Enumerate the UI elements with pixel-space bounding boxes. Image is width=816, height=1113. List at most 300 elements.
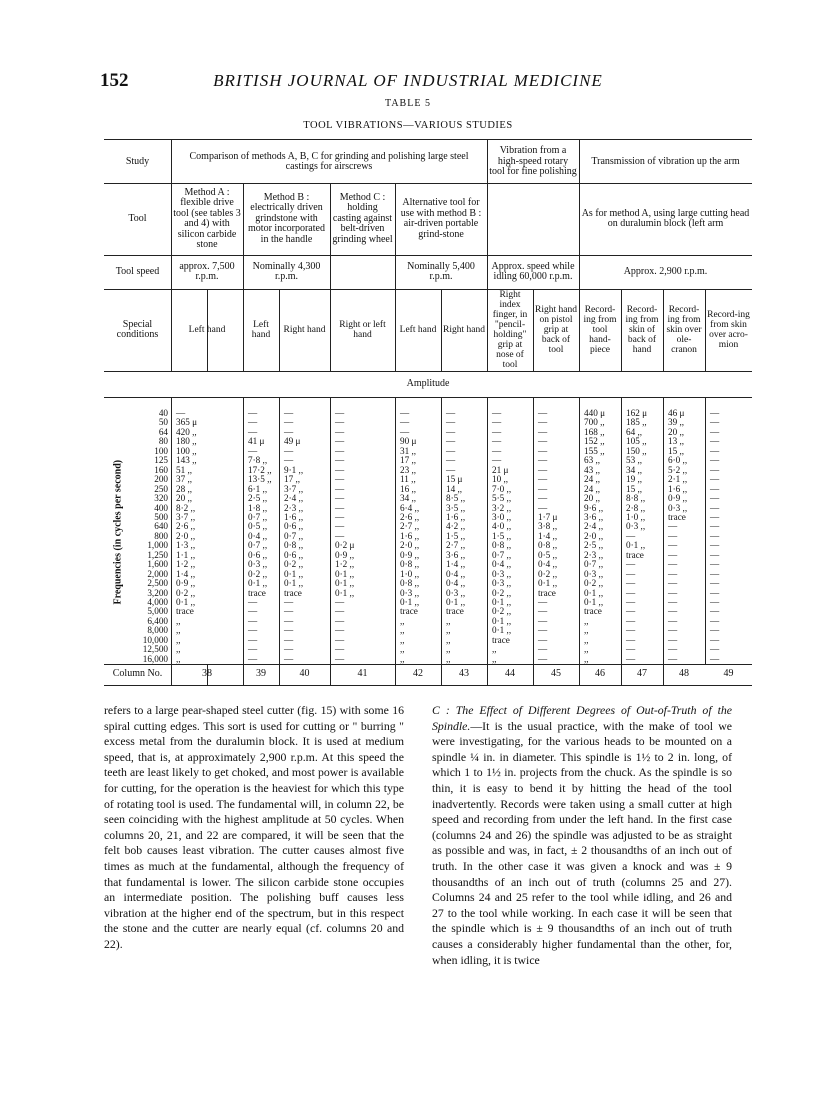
amplitude-value: 2·1 ,,: [668, 474, 688, 485]
amplitude-value: 0·9 ,,: [335, 549, 355, 560]
amplitude-value: —: [626, 606, 636, 617]
amplitude-value: —: [668, 521, 678, 532]
amplitude-value: 0·6 ,,: [284, 549, 304, 560]
amplitude-value: 37 ,,: [176, 474, 193, 485]
amplitude-value: trace: [446, 606, 464, 617]
amplitude-value: —: [284, 653, 294, 664]
amplitude-value: 2·3 ,,: [284, 502, 304, 513]
amplitude-value: 9·6 ,,: [584, 502, 604, 513]
amplitude-value: 5·2 ,,: [668, 464, 688, 475]
amplitude-value: —: [626, 653, 636, 664]
amplitude-value: —: [710, 615, 720, 626]
amplitude-value: —: [248, 644, 258, 655]
amplitude-value: 2·3 ,,: [584, 549, 604, 560]
amplitude-value: —: [492, 455, 502, 466]
amplitude-value: ,,: [584, 615, 589, 626]
amplitude-value: ,,: [492, 653, 497, 664]
amplitude-value: ,,: [400, 653, 405, 664]
amplitude-value: 28 ,,: [176, 483, 193, 494]
amplitude-value: 365 μ: [176, 417, 198, 428]
amplitude-value: 24 ,,: [584, 474, 601, 485]
left-paragraph: refers to a large pear-shaped steel cutter (fig. 15) with some 16 spiral cutting edges. This sort is used for cutting or " burring " excess metal from the duralumin block. It is used at medium speed, that is, at approximately 2,900 r.p.m. At this speed the teeth are least likely to get choked, and most power is available for cutting, for the operation is the heaviest for which this type of rotating tool is used. The fundamental will, in column 22, be seen coinciding with the highest amplitude at 50 cycles. When columns 20, 21, and 22 are compared, it will be seen that the felt bob causes least vibration. The cutter causes almost five times as much at the fundamental, although the frequency of that fundamental is lower. The silicon carbide stone occupies an intermediate position. The polishing buff causes less vibration at the higher end of the spectrum, but in this respect the stone and the cutter are nearly equal (cf. columns 20 and 22).: [104, 703, 404, 951]
amplitude-value: 0·4 ,,: [492, 559, 512, 570]
amplitude-value: —: [335, 502, 345, 513]
amplitude-value: —: [710, 474, 720, 485]
tool-name: Method C : holding casting against belt-driven grinding wheel: [332, 191, 393, 245]
tool-label: Tool: [128, 212, 147, 224]
amplitude-value: —: [710, 455, 720, 466]
amplitude-value: 1·0 ,,: [400, 568, 420, 579]
amplitude-value: 2·0 ,,: [584, 530, 604, 541]
study-group: Comparison of methods A, B, C for grinding and polishing large steel castings for airscrews: [189, 150, 469, 172]
amplitude-value: —: [710, 540, 720, 551]
amplitude-value: —: [710, 493, 720, 504]
amplitude-value: 7·0 ,,: [492, 483, 512, 494]
amplitude-value: —: [284, 597, 294, 607]
amplitude-value: —: [446, 455, 456, 466]
amplitude-value: 13·5 ,,: [248, 474, 272, 485]
amplitude-value: 7·8 ,,: [248, 455, 268, 466]
amplitude-value: trace: [176, 606, 194, 617]
amplitude-value: —: [446, 436, 456, 447]
amplitude-value: 3·6 ,,: [584, 511, 604, 522]
table-rule: [171, 397, 172, 664]
tool-name: Alternative tool for use with method B : air-driven portable grind-stone: [400, 197, 482, 240]
amplitude-value: —: [335, 615, 345, 626]
amplitude-value: 0·8 ,,: [400, 559, 420, 570]
amplitude-value: 1·5 ,,: [492, 530, 512, 541]
amplitude-value: 0·3 ,,: [584, 568, 604, 579]
amplitude-value: —: [538, 408, 548, 418]
amplitude-value: —: [248, 417, 258, 428]
amplitude-value: 1·4 ,,: [538, 530, 558, 541]
amplitude-value: 0·4 ,,: [248, 530, 268, 541]
amplitude-value: trace: [538, 587, 556, 598]
amplitude-value: —: [668, 587, 678, 598]
amplitude-value: 0·2 μ: [335, 540, 355, 551]
tool-name: As for method A, using large cutting head on duralumin block (left arm: [581, 207, 750, 229]
amplitude-value: 0·4 ,,: [446, 568, 466, 579]
amplitude-value: 1·6 ,,: [668, 483, 688, 494]
table-rule: [441, 397, 442, 664]
amplitude-value: —: [335, 521, 345, 532]
amplitude-value: —: [492, 408, 502, 418]
amplitude-value: —: [668, 625, 678, 636]
amplitude-value: ,,: [492, 644, 497, 655]
amplitude-value: 2·4 ,,: [584, 521, 604, 532]
amplitude-value: ,,: [584, 653, 589, 664]
amplitude-value: 105 ,,: [626, 436, 647, 447]
frequency-value: 16,000: [142, 653, 168, 664]
amplitude-value: —: [710, 408, 720, 418]
amplitude-value: 700 ,,: [584, 417, 605, 428]
amplitude-value: —: [668, 653, 678, 664]
amplitude-value: —: [710, 417, 720, 428]
frequency-value: 40: [158, 408, 168, 418]
amplitude-value: 1·6 ,,: [284, 511, 304, 522]
amplitude-value: ,,: [446, 644, 451, 655]
conditions-label: Special conditions: [116, 318, 159, 340]
amplitude-value: —: [400, 426, 410, 437]
amplitude-value: —: [538, 483, 548, 494]
frequency-value: 125: [154, 455, 168, 466]
amplitude-value: 1·1 ,,: [176, 549, 196, 560]
amplitude-value: —: [710, 644, 720, 655]
amplitude-value: ,,: [176, 653, 181, 664]
frequency-value: 800: [154, 530, 168, 541]
amplitude-value: —: [335, 634, 345, 645]
right-paragraph: [432, 703, 732, 968]
amplitude-value: ,,: [176, 615, 181, 626]
amplitude-value: 0·6 ,,: [248, 549, 268, 560]
amplitude-value: —: [400, 408, 410, 418]
amplitude-value: 15 ,,: [626, 483, 643, 494]
amplitude-value: —: [668, 549, 678, 560]
amplitude-value: —: [400, 417, 410, 428]
amplitude-value: —: [668, 606, 678, 617]
condition-cell: Left hand: [251, 320, 271, 340]
amplitude-value: —: [248, 625, 258, 636]
tool-speed: Approx. 2,900 r.p.m.: [623, 265, 708, 277]
amplitude-value: 420 ,,: [176, 426, 197, 437]
amplitude-value: ,,: [446, 653, 451, 664]
frequency-value: 5,000: [147, 606, 168, 617]
amplitude-value: —: [538, 606, 548, 617]
frequency-value: 400: [154, 502, 168, 513]
amplitude-value: —: [626, 587, 636, 598]
amplitude-value: ,,: [176, 634, 181, 645]
amplitude-value: —: [626, 530, 636, 541]
amplitude-value: —: [176, 408, 186, 418]
amplitude-value: —: [710, 483, 720, 494]
section-text: —It is the usual practice, with the make of tool we were investigating, for the various heads to be mounted on a spindle ¼ in. in diameter. This spindle is 1½ to 2 in. long, of which 1 to 1½ in. projects from the chuck. As the spindle is so thin, it is easy to bend it by hitting the head of the tool inadvertently. Records were taken using a small cutter at high speed and recording from under the left hand. In the first case (columns 24 and 26) the spindle was adjusted to be as straight as possible and was, in fact, ± 2 thousandths of an inch out of truth. In the other case it was given a knock and was ± 9 thousandths of an inch out of truth (columns 25 and 27). Columns 24 and 25 refer to the tool while idling, and 26 and 27 to the tool while working. In each case it will be seen that the spindle which is ± 9 thousandths of an inch out of truth causes a considerably higher fundamental than the other, for, when idling, it is twice: [432, 718, 732, 967]
tool-speed-label: Tool speed: [115, 265, 160, 277]
amplitude-value: —: [284, 606, 294, 617]
frequency-value: 12,500: [142, 644, 168, 655]
amplitude-value: 0·5 ,,: [248, 521, 268, 532]
amplitude-value: 0·1 ,,: [176, 597, 196, 607]
amplitude-value: ,,: [400, 625, 405, 636]
page-number: 152: [100, 70, 129, 91]
table-rule: [104, 397, 752, 398]
frequency-value: 640: [154, 521, 168, 532]
amplitude-value: 3·5 ,,: [446, 502, 466, 513]
amplitude-value: 8·2 ,,: [176, 502, 196, 513]
frequency-value: 500: [154, 511, 168, 522]
amplitude-value: ,,: [584, 625, 589, 636]
amplitude-value: —: [668, 530, 678, 541]
amplitude-value: ,,: [400, 644, 405, 655]
frequency-value: 320: [154, 493, 168, 504]
amplitude-value: 31 ,,: [400, 445, 417, 456]
amplitude-value: 64 ,,: [626, 426, 643, 437]
vibration-table: [104, 139, 752, 685]
amplitude-value: —: [284, 625, 294, 636]
amplitude-value: —: [538, 455, 548, 466]
frequency-axis-label: Frequencies (in cycles per second): [112, 459, 124, 605]
amplitude-value: 0·7 ,,: [248, 540, 268, 551]
amplitude-value: —: [284, 417, 294, 428]
amplitude-value: —: [492, 417, 502, 428]
amplitude-value: 23 ,,: [400, 464, 417, 475]
amplitude-value: 1·6 ,,: [446, 511, 466, 522]
amplitude-value: 20 ,,: [584, 493, 601, 504]
amplitude-value: ,,: [400, 615, 405, 626]
table-rule: [663, 397, 664, 664]
amplitude-value: 4·0 ,,: [492, 521, 512, 532]
amplitude-value: 43 ,,: [584, 464, 601, 475]
column-number: 39: [256, 668, 266, 680]
amplitude-value: 100 ,,: [176, 445, 197, 456]
amplitude-value: 4·2 ,,: [446, 521, 466, 532]
amplitude-value: 1·0 ,,: [626, 511, 646, 522]
column-number: 46: [595, 668, 605, 680]
amplitude-value: 0·9 ,,: [668, 493, 688, 504]
amplitude-value: —: [248, 426, 258, 437]
amplitude-value: 0·2 ,,: [248, 568, 268, 579]
amplitude-value: —: [248, 634, 258, 645]
amplitude-value: ,,: [400, 634, 405, 645]
tool-speed: approx. 7,500 r.p.m.: [179, 260, 235, 282]
amplitude-value: —: [538, 502, 548, 513]
amplitude-value: —: [335, 493, 345, 504]
amplitude-value: trace: [284, 587, 302, 598]
amplitude-value: —: [626, 559, 636, 570]
amplitude-value: 0·3 ,,: [492, 568, 512, 579]
amplitude-value: —: [248, 445, 258, 456]
amplitude-value: 0·2 ,,: [492, 587, 512, 598]
amplitude-value: 0·8 ,,: [400, 578, 420, 589]
amplitude-value: 0·1 ,,: [284, 568, 304, 579]
amplitude-value: 0·1 ,,: [335, 568, 355, 579]
column-number: 42: [413, 668, 423, 680]
amplitude-value: 1·2 ,,: [176, 559, 196, 570]
amplitude-value: —: [626, 615, 636, 626]
condition-cell: Record-ing from tool hand-piece: [583, 305, 617, 355]
amplitude-value: —: [335, 436, 345, 447]
amplitude-value: —: [668, 559, 678, 570]
amplitude-value: —: [710, 597, 720, 607]
amplitude-value: 0·1 ,,: [538, 578, 558, 589]
frequency-value: 4,000: [147, 597, 168, 607]
table-title: TOOL VIBRATIONS—VARIOUS STUDIES: [303, 120, 513, 131]
column-number: 48: [679, 668, 689, 680]
amplitude-value: 0·1 ,,: [492, 597, 512, 607]
amplitude-value: —: [710, 511, 720, 522]
amplitude-value: 21 μ: [492, 464, 509, 475]
amplitude-value: —: [626, 568, 636, 579]
amplitude-value: —: [538, 417, 548, 428]
amplitude-value: —: [248, 615, 258, 626]
amplitude-value: 63 ,,: [584, 455, 601, 466]
amplitude-value: 5·5 ,,: [492, 493, 512, 504]
amplitude-value: —: [668, 540, 678, 551]
frequency-value: 1,600: [147, 559, 168, 570]
amplitude-value: 1·7 μ: [538, 511, 558, 522]
amplitude-value: 180 ,,: [176, 436, 197, 447]
amplitude-value: —: [668, 634, 678, 645]
amplitude-value: trace: [248, 587, 266, 598]
amplitude-value: 53 ,,: [626, 455, 643, 466]
amplitude-value: 0·8 ,,: [284, 540, 304, 551]
column-number: 38: [202, 668, 212, 680]
amplitude-value: 0·4 ,,: [538, 559, 558, 570]
amplitude-value: —: [335, 417, 345, 428]
amplitude-value: 6·1 ,,: [248, 483, 268, 494]
amplitude-value: —: [710, 653, 720, 664]
amplitude-value: —: [284, 634, 294, 645]
amplitude-value: 1·4 ,,: [176, 568, 196, 579]
amplitude-value: ,,: [446, 634, 451, 645]
frequency-value: 200: [154, 474, 168, 485]
column-number: 40: [299, 668, 310, 680]
condition-cell: Record-ing from skin over ole-cranon: [666, 305, 702, 355]
table-rule: [243, 397, 244, 664]
amplitude-value: —: [538, 634, 548, 645]
column-number: 41: [357, 668, 368, 680]
amplitude-value: 0·6 ,,: [284, 521, 304, 532]
amplitude-value: —: [284, 644, 294, 655]
amplitude-value: 0·5 ,,: [538, 549, 558, 560]
table-rule: [330, 397, 331, 664]
amplitude-value: ,,: [446, 615, 451, 626]
amplitude-value: 2·7 ,,: [400, 521, 420, 532]
amplitude-value: 0·8 ,,: [492, 540, 512, 551]
amplitude-value: 10 ,,: [492, 474, 509, 485]
amplitude-value: 3·7 ,,: [176, 511, 196, 522]
amplitude-value: —: [710, 436, 720, 447]
amplitude-value: 0·9 ,,: [176, 578, 196, 589]
amplitude-value: —: [335, 464, 345, 475]
amplitude-value: —: [284, 445, 294, 456]
tool-speed: Nominally 4,300 r.p.m.: [252, 260, 321, 282]
amplitude-value: 0·1 ,,: [492, 615, 512, 626]
amplitude-value: —: [335, 597, 345, 607]
amplitude-value: 0·1 ,,: [492, 625, 512, 636]
frequency-value: 6,400: [147, 615, 168, 626]
amplitude-value: —: [668, 597, 678, 607]
table-rule: [533, 397, 534, 664]
right-text-column: [432, 703, 732, 967]
amplitude-value: —: [710, 587, 720, 598]
amplitude-value: 155 ,,: [584, 445, 605, 456]
amplitude-value: —: [248, 408, 258, 418]
amplitude-value: —: [538, 464, 548, 475]
amplitude-value: —: [335, 530, 345, 541]
amplitude-value: 0·1 ,,: [584, 597, 604, 607]
amplitude-value: —: [710, 445, 720, 456]
amplitude-value: trace: [400, 606, 418, 617]
amplitude-value: 3·6 ,,: [446, 549, 466, 560]
condition-cell: Right or left hand: [339, 320, 386, 340]
amplitude-value: 49 μ: [284, 436, 301, 447]
tool-name: Method B : electrically driven grindstone with motor incorporated in the handle: [248, 191, 325, 245]
amplitude-value: —: [335, 483, 345, 494]
amplitude-value: 0·1 ,,: [584, 587, 604, 598]
amplitude-value: 19 ,,: [626, 474, 643, 485]
amplitude-value: —: [710, 606, 720, 617]
amplitude-value: 11 ,,: [400, 474, 416, 485]
amplitude-value: 0·3 ,,: [492, 578, 512, 589]
amplitude-value: trace: [626, 549, 644, 560]
amplitude-value: —: [492, 445, 502, 456]
amplitude-value: 440 μ: [584, 408, 606, 418]
amplitude-value: 1·4 ,,: [446, 559, 466, 570]
amplitude-value: 143 ,,: [176, 455, 197, 466]
amplitude-value: ,,: [584, 634, 589, 645]
table-label: TABLE 5: [385, 98, 431, 109]
amplitude-value: —: [335, 474, 345, 485]
amplitude-value: 0·3 ,,: [626, 521, 646, 532]
amplitude-value: 0·7 ,,: [248, 511, 268, 522]
amplitude-value: 0·1 ,,: [248, 578, 268, 589]
amplitude-value: —: [248, 597, 258, 607]
column-number: 43: [459, 668, 469, 680]
amplitude-value: 0·7 ,,: [492, 549, 512, 560]
condition-cell: Right index finger, in "pencil-holding" grip at nose of tool: [492, 290, 528, 370]
amplitude-value: —: [284, 615, 294, 626]
amplitude-value: 0·3 ,,: [248, 559, 268, 570]
tool-speed: Nominally 5,400 r.p.m.: [407, 260, 475, 282]
amplitude-value: 0·3 ,,: [668, 502, 688, 513]
amplitude-value: —: [710, 559, 720, 570]
amplitude-value: —: [668, 568, 678, 579]
amplitude-value: 17 ,,: [284, 474, 301, 485]
amplitude-value: 34 ,,: [400, 493, 417, 504]
amplitude-value: —: [335, 606, 345, 617]
amplitude-value: 0·2 ,,: [538, 568, 558, 579]
amplitude-value: ,,: [176, 625, 181, 636]
amplitude-value: —: [668, 644, 678, 655]
condition-cell: Right hand on pistol grip at back of tool: [535, 305, 577, 355]
table-rule: [395, 397, 396, 664]
amplitude-value: 20 ,,: [176, 493, 193, 504]
amplitude-value: ,,: [176, 644, 181, 655]
frequency-value: 8,000: [147, 625, 168, 636]
amplitude-value: —: [710, 464, 720, 475]
condition-cell: Left hand: [399, 325, 437, 335]
condition-cell: Right hand: [283, 325, 326, 335]
amplitude-value: 51 ,,: [176, 464, 193, 475]
amplitude-value: 6·0 ,,: [668, 455, 688, 466]
column-number: 49: [723, 668, 734, 680]
amplitude-value: 150 ,,: [626, 445, 647, 456]
amplitude-value: 0·1 ,,: [446, 597, 466, 607]
amplitude-value: 1·3 ,,: [176, 540, 196, 551]
condition-cell: Right hand: [443, 325, 485, 335]
amplitude-value: 152 ,,: [584, 436, 605, 447]
amplitude-value: 2·7 ,,: [446, 540, 466, 551]
amplitude-value: 0·1 ,,: [284, 578, 304, 589]
tool-name: Method A : flexible drive tool (see tables 3 and 4) with silicon carbide stone: [173, 186, 241, 250]
amplitude-value: trace: [668, 511, 686, 522]
amplitude-value: 0·7 ,,: [584, 559, 604, 570]
frequency-value: 1,000: [147, 540, 168, 551]
amplitude-value: —: [710, 549, 720, 560]
amplitude-value: ,,: [446, 625, 451, 636]
column-number: 44: [505, 668, 515, 680]
amplitude-value: 3·8 ,,: [538, 521, 558, 532]
amplitude-value: 15 ,,: [668, 445, 685, 456]
amplitude-value: 8·8 ,,: [626, 493, 646, 504]
amplitude-value: 20 ,,: [668, 426, 685, 437]
amplitude-value: —: [335, 408, 345, 418]
amplitude-value: 2·5 ,,: [248, 493, 268, 504]
frequency-value: 2,000: [147, 568, 168, 579]
amplitude-value: —: [335, 455, 345, 466]
amplitude-value: 1·6 ,,: [400, 530, 420, 541]
amplitude-value: 3·2 ,,: [492, 502, 512, 513]
